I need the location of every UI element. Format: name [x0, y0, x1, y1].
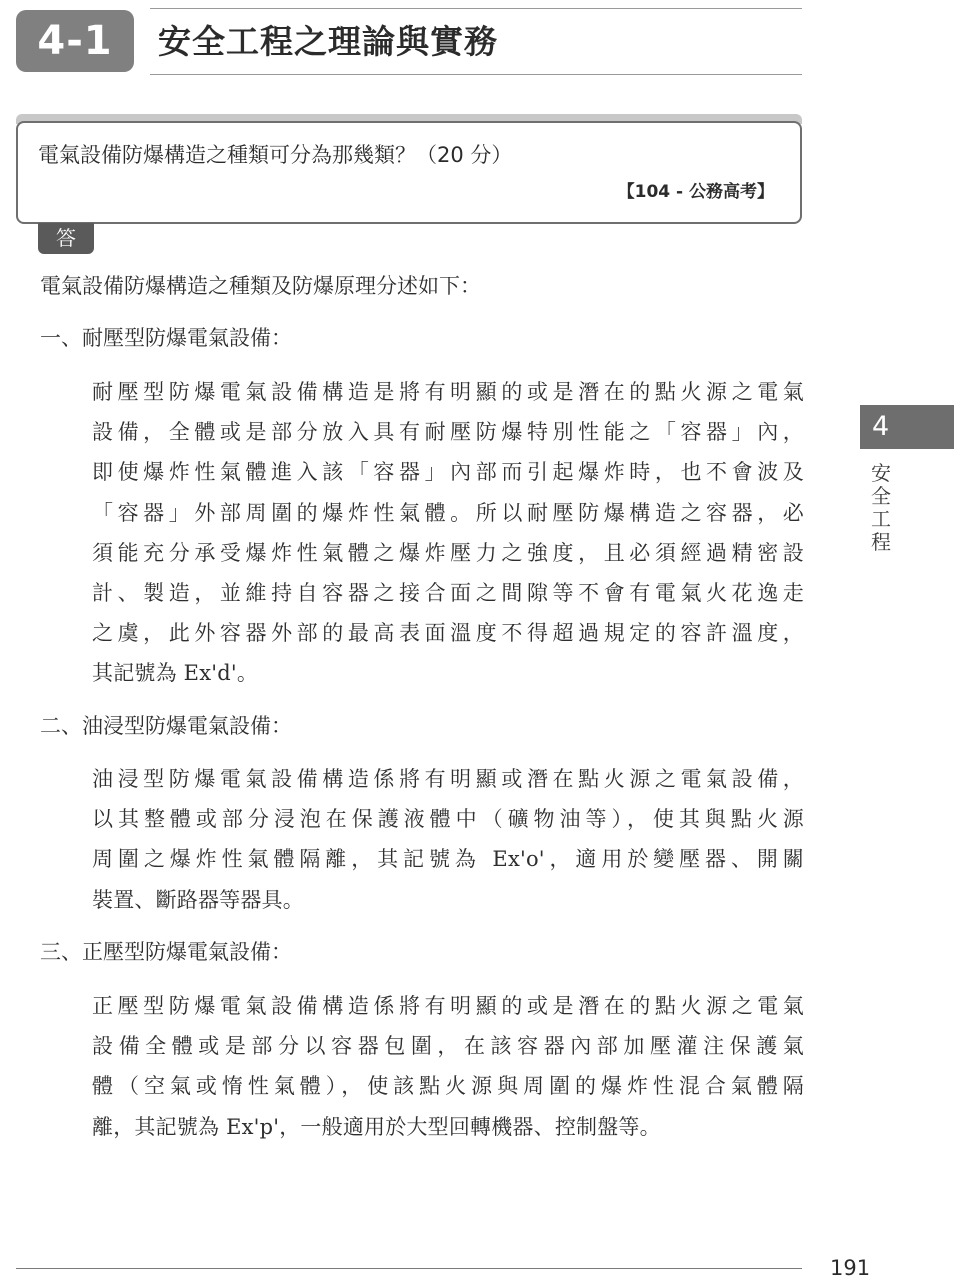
paragraph-line: 設備，全體或是部分放入具有耐壓防爆特別性能之「容器」內， — [92, 420, 804, 445]
section-heading-2: 二、油浸型防爆電氣設備： — [40, 714, 292, 738]
question-box — [16, 121, 802, 224]
paragraph-line: 之虞，此外容器外部的最高表面溫度不得超過規定的容許溫度， — [92, 621, 804, 646]
section-heading-1: 一、耐壓型防爆電氣設備： — [40, 326, 292, 350]
question-text: 電氣設備防爆構造之種類可分為那幾類？（20 分） — [38, 143, 513, 167]
footer-rule — [16, 1268, 802, 1269]
section-paragraph-1 — [92, 372, 804, 694]
paragraph-line: 離，其記號為 Ex'p'，一般適用於大型回轉機器、控制盤等。 — [92, 1114, 661, 1139]
paragraph-line: 設備全體或是部分以容器包圍，在該容器內部加壓灌注保護氣 — [92, 1034, 804, 1059]
page-number: 191 — [830, 1256, 871, 1280]
paragraph-line: 以其整體或部分浸泡在保護液體中（礦物油等），使其與點火源 — [92, 807, 804, 832]
section-paragraph-3 — [92, 986, 804, 1147]
section-number-badge: 4-1 — [16, 10, 134, 72]
section-paragraph-2 — [92, 759, 804, 920]
paragraph-line: 即使爆炸性氣體進入該「容器」內部而引起爆炸時，也不會波及 — [92, 460, 804, 485]
paragraph-line: 「容器」外部周圍的爆炸性氣體。所以耐壓防爆構造之容器，必 — [92, 500, 804, 525]
chapter-label: 安全工程 — [871, 461, 891, 554]
question-source: 【104 - 公務高考】 — [617, 182, 774, 202]
paragraph-line: 正壓型防爆電氣設備構造係將有明顯的或是潛在的點火源之電氣 — [92, 994, 804, 1018]
header-rule-bottom — [150, 74, 802, 75]
paragraph-line: 油浸型防爆電氣設備構造係將有明顯或潛在點火源之電氣設備， — [92, 767, 804, 791]
paragraph-line: 須能充分承受爆炸性氣體之爆炸壓力之強度，且必須經過精密設 — [92, 540, 804, 565]
chapter-tab: 4 — [860, 405, 954, 449]
paragraph-line: 裝置、斷路器等器具。 — [92, 887, 304, 912]
paragraph-line: 其記號為 Ex'd'。 — [92, 661, 259, 686]
answer-label: 答 — [38, 223, 94, 254]
section-heading-3: 三、正壓型防爆電氣設備： — [40, 940, 292, 964]
answer-intro: 電氣設備防爆構造之種類及防爆原理分述如下： — [40, 274, 481, 298]
section-title: 安全工程之理論與實務 — [158, 22, 498, 61]
paragraph-line: 周圍之爆炸性氣體隔離，其記號為 Ex'o'，適用於變壓器、開關 — [92, 847, 804, 872]
paragraph-line: 計、製造，並維持自容器之接合面之間隙等不會有電氣火花逸走 — [92, 581, 804, 606]
paragraph-line: 耐壓型防爆電氣設備構造是將有明顯的或是潛在的點火源之電氣 — [92, 380, 804, 404]
paragraph-line: 體（空氣或惰性氣體），使該點火源與周圍的爆炸性混合氣體隔 — [92, 1074, 804, 1099]
header-rule-top — [150, 8, 802, 9]
